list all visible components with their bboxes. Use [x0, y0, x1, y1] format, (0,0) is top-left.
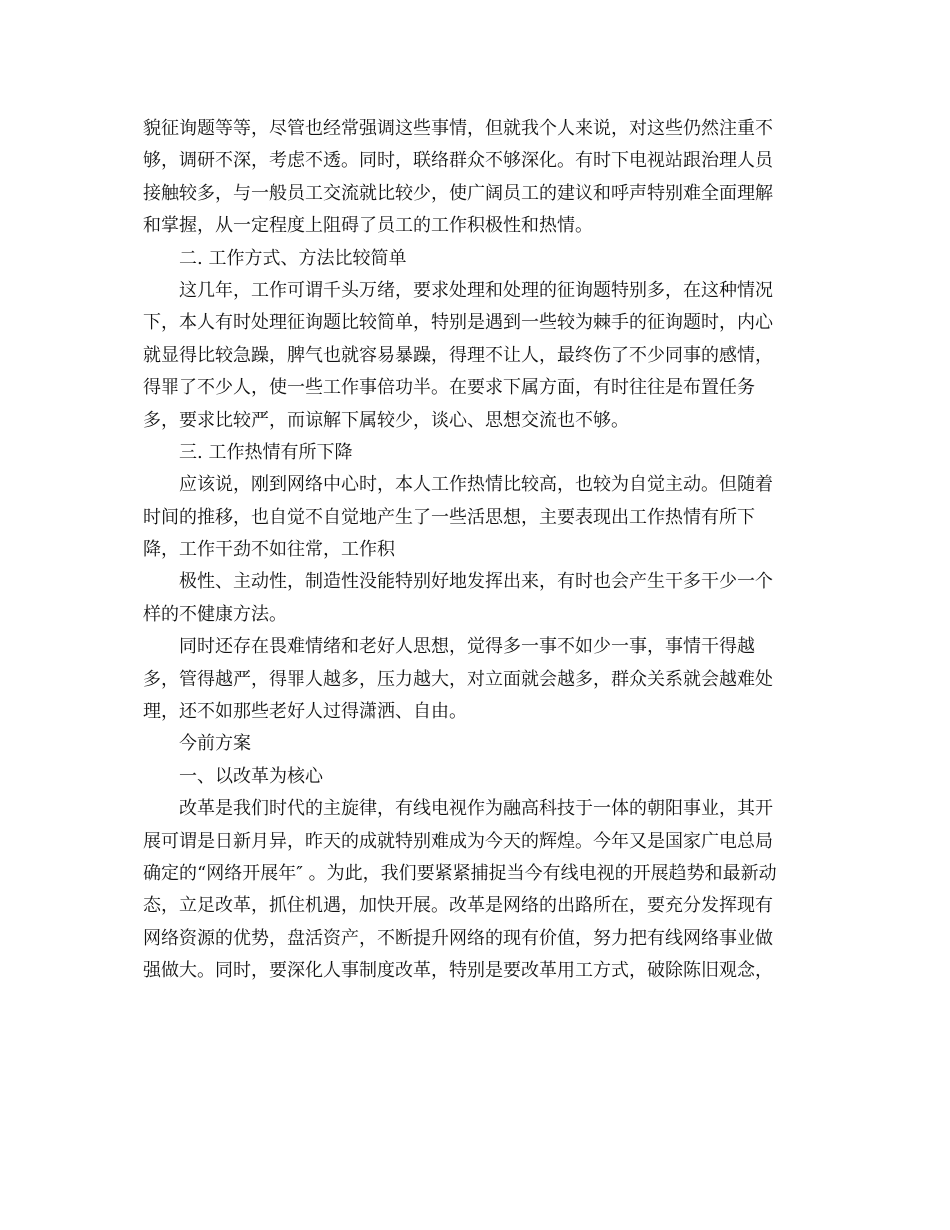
text-line: 态，立足改革，抓住机遇，加快开展。改革是网络的出路所在，要充分发挥现有 [143, 895, 773, 917]
text-line: 接触较多，与一般员工交流就比较少，使广阔员工的建议和呼声特别难全面理解 [143, 182, 773, 204]
text-line: 改革是我们时代的主旋律，有线电视作为融高科技于一体的朝阳事业，其开 [179, 798, 773, 820]
text-line: 应该说，刚到网络中心时，本人工作热情比较高，也较为自觉主动。但随着 [179, 474, 773, 496]
text-line: 展可谓是日新月异，昨天的成就特别难成为今天的辉煌。今年又是国家广电总局 [143, 830, 773, 852]
text-line: 和掌握，从一定程度上阻碍了员工的工作积极性和热情。 [143, 215, 593, 237]
text-line: 时间的推移，也自觉不自觉地产生了一些活思想，主要表现出工作热情有所下 [143, 506, 755, 528]
text-line: 理，还不如那些老好人过得潇洒、自由。 [143, 701, 467, 723]
text-line: 多，要求比较严，而谅解下属较少，谈心、思想交流也不够。 [143, 409, 629, 431]
text-line: 同时还存在畏难情绪和老好人思想，觉得多一事不如少一事，事情干得越 [179, 636, 755, 658]
text-line: 降，工作干劲不如往常，工作积 [143, 539, 395, 561]
text-line: 够，调研不深，考虑不透。同时，联络群众不够深化。有时下电视站跟治理人员 [143, 150, 773, 172]
text-line: 貌征询题等等，尽管也经常强调这些事情，但就我个人来说，对这些仍然注重不 [143, 118, 773, 139]
text-line: 多，管得越严，得罪人越多，压力越大，对立面就会越多，群众关系就会越难处 [143, 668, 773, 690]
section-heading: 一、以改革为核心 [179, 765, 323, 787]
text-line: 就显得比较急躁，脾气也就容易暴躁，得理不让人，最终伤了不少同事的感情， [143, 344, 773, 366]
text-line: 下，本人有时处理征询题比较简单，特别是遇到一些较为棘手的征询题时，内心 [143, 312, 773, 334]
text-line: 这几年，工作可谓千头万绪，要求处理和处理的征询题特别多，在这种情况 [179, 279, 773, 301]
text-line: 得罪了不少人，使一些工作事倍功半。在要求下属方面，有时往往是布置任务 [143, 377, 755, 399]
section-heading: 三. 工作热情有所下降 [179, 441, 353, 463]
section-heading: 二. 工作方式、方法比较简单 [179, 247, 407, 269]
text-line: 强做大。同时，要深化人事制度改革，特别是要改革用工方式，破除陈旧观念， [143, 960, 773, 982]
text-line: 样的不健康方法。 [143, 603, 287, 625]
document-body [143, 113, 805, 988]
text-line: 确定的“网络开展年″ 。为此，我们要紧紧捕捉当今有线电视的开展趋势和最新动 [143, 862, 777, 884]
text-line: 极性、主动性，制造性没能特别好地发挥出来，有时也会产生干多干少一个 [179, 571, 773, 593]
text-line: 网络资源的优势，盘活资产，不断提升网络的现有价值，努力把有线网络事业做 [143, 927, 773, 949]
section-heading: 今前方案 [179, 733, 251, 755]
